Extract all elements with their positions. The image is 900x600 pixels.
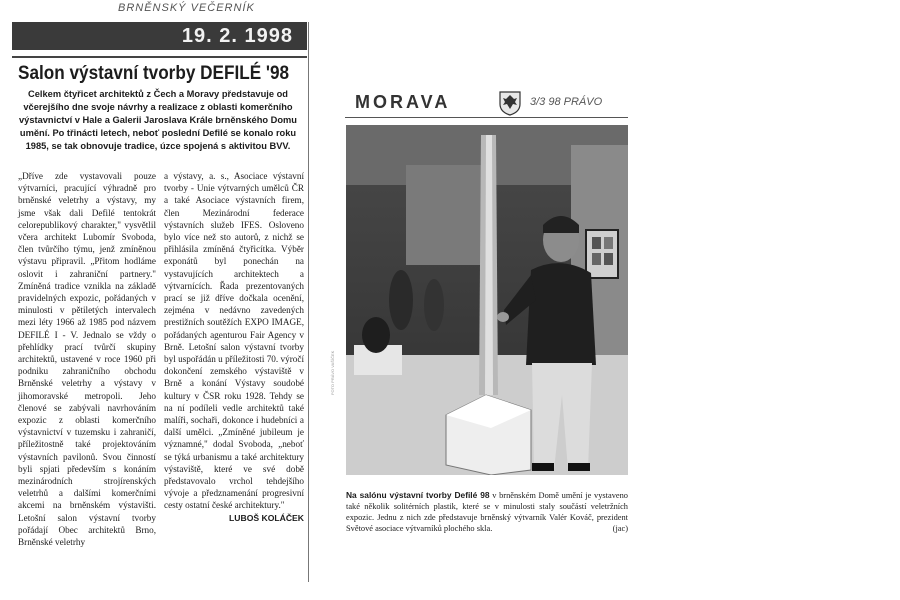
caption-text [346, 490, 628, 534]
photo-credit: FOTO PRÁVO VAŠÍČEK [330, 350, 335, 395]
author-line [164, 512, 304, 524]
article-headline: Salon výstavní tvorby DEFILÉ '98 [18, 62, 290, 84]
section-title: MORAVA [355, 92, 451, 112]
handwritten-date-note: 3/3 98 PRÁVO [530, 96, 603, 108]
article-column-1: „Dříve zde vystavovali pouze výtvarníci, pracující výhradně pro brněnské veletrhy a výstavy, my jsme však dali Defilé tentokrát celorepublikový charakter," vysvětlil včera architekt Lubomír Svoboda, člen tvůrčího týmu, jenž zmíněnou výstavu připravil. „Přitom hodláme oslovit i zahraniční partnery." Zmíněná tradice vznikla na základě pravidelných expozic, pořádaných v minulosti v pětiletých intervalech mezi léty 1966 až 1985 pod názvem DEFILÉ I - V. Jednalo se vždy o přehlídky prací tvůrčí skupiny architektů, ustavené v roce 1960 při podniku zahraničního obchodu Brněnské veletrhy a výstavy v jihomoravské metropoli. Jeho členové se zabývali navrhováním expozic z oblasti komerčního výstavnictví v tuzemsku i zahraničí, příležitostně také projektováním výstavních pavilonů. Svou činností byli spjati především s konáním mezinárodních strojírenských veletrhů a dalšími komerčními akcemi na brněnském výstavišti. Letošní salon výstavní tvorby pořádají Obec architektů Brno, Brněnské veletrhy [18, 171, 156, 548]
clipping-edge [308, 22, 309, 582]
handwritten-source-note: BRNĚNSKÝ VEČERNÍK [118, 2, 255, 14]
author-name: LUBOŠ KOLÁČEK [229, 512, 304, 523]
photo-caption [346, 490, 628, 534]
section-divider [345, 117, 628, 118]
date: 19. 2. 1998 [181, 25, 293, 47]
caption-body: v brněnském Domě umění je vystaveno také několik solitérních plastik, které se v minulosti staly součástí veletržních expozic. Jednu z nich zde představuje brněnský výtvarník Valér Kováč, prezident Světové asociace výtvarníků plochého skla. [346, 491, 628, 533]
article-column-2 [164, 170, 304, 524]
crest-icon [498, 90, 522, 116]
article-lead: Celkem čtyřicet architektů z Čech a Moravy představuje od včerejšího dne svoje návrhy a realizace z oblasti komerčního výstavnictví v Hale a Galerii Jaroslava Krále brněnského Domu umění. Po třinácti letech, neboť poslední Defilé se konalo roku 1985, se tak obnovuje tradice, úzce spojená s aktivitou BVV. [18, 89, 297, 151]
caption-lead: Na salónu výstavní tvorby Defilé 98 [346, 490, 490, 500]
caption-credit: (jac) [612, 524, 628, 533]
divider [12, 56, 307, 58]
exhibition-photo [346, 125, 628, 475]
article-column-2-text: a výstavy, a. s., Asociace výstavní tvorby - Unie výtvarných umělců ČR a také Asociace výstavních firem, člen Mezinárodní federace výstavních služeb IFES. Osloveno bylo více než sto autorů, z nichž se přihlásila zmíněná čtyřicítka. Výběr exponátů byl ponechán na vystavujících architektech a výtvarnících. Řada prezentovaných prací se již dříve dočkala ocenění, zejména v nedávno zavedených prestižních soutěžích EXPO IMAGE, pořádaných agenturou Fair Agency v Brně. Letošní salon výstavní tvorby byl uspořádán u příležitosti 70. výročí dokončení zemského výstaviště v Brně a konání Výstavy soudobé kultury v ČSR roku 1928. Tehdy se na ní podíleli vedle architektů také malíři, sochaři, dokonce i hudebníci a další umělci. „Zmíněné jubileum je významné," dodal Svoboda, „neboť se týká urbanismu a také architektury výstaviště, které ve své době představovalo vrchol tehdejšího vývoje a předznamenání progresivní cesty ostatní české architektury." [164, 171, 304, 511]
date-bar [12, 22, 307, 50]
